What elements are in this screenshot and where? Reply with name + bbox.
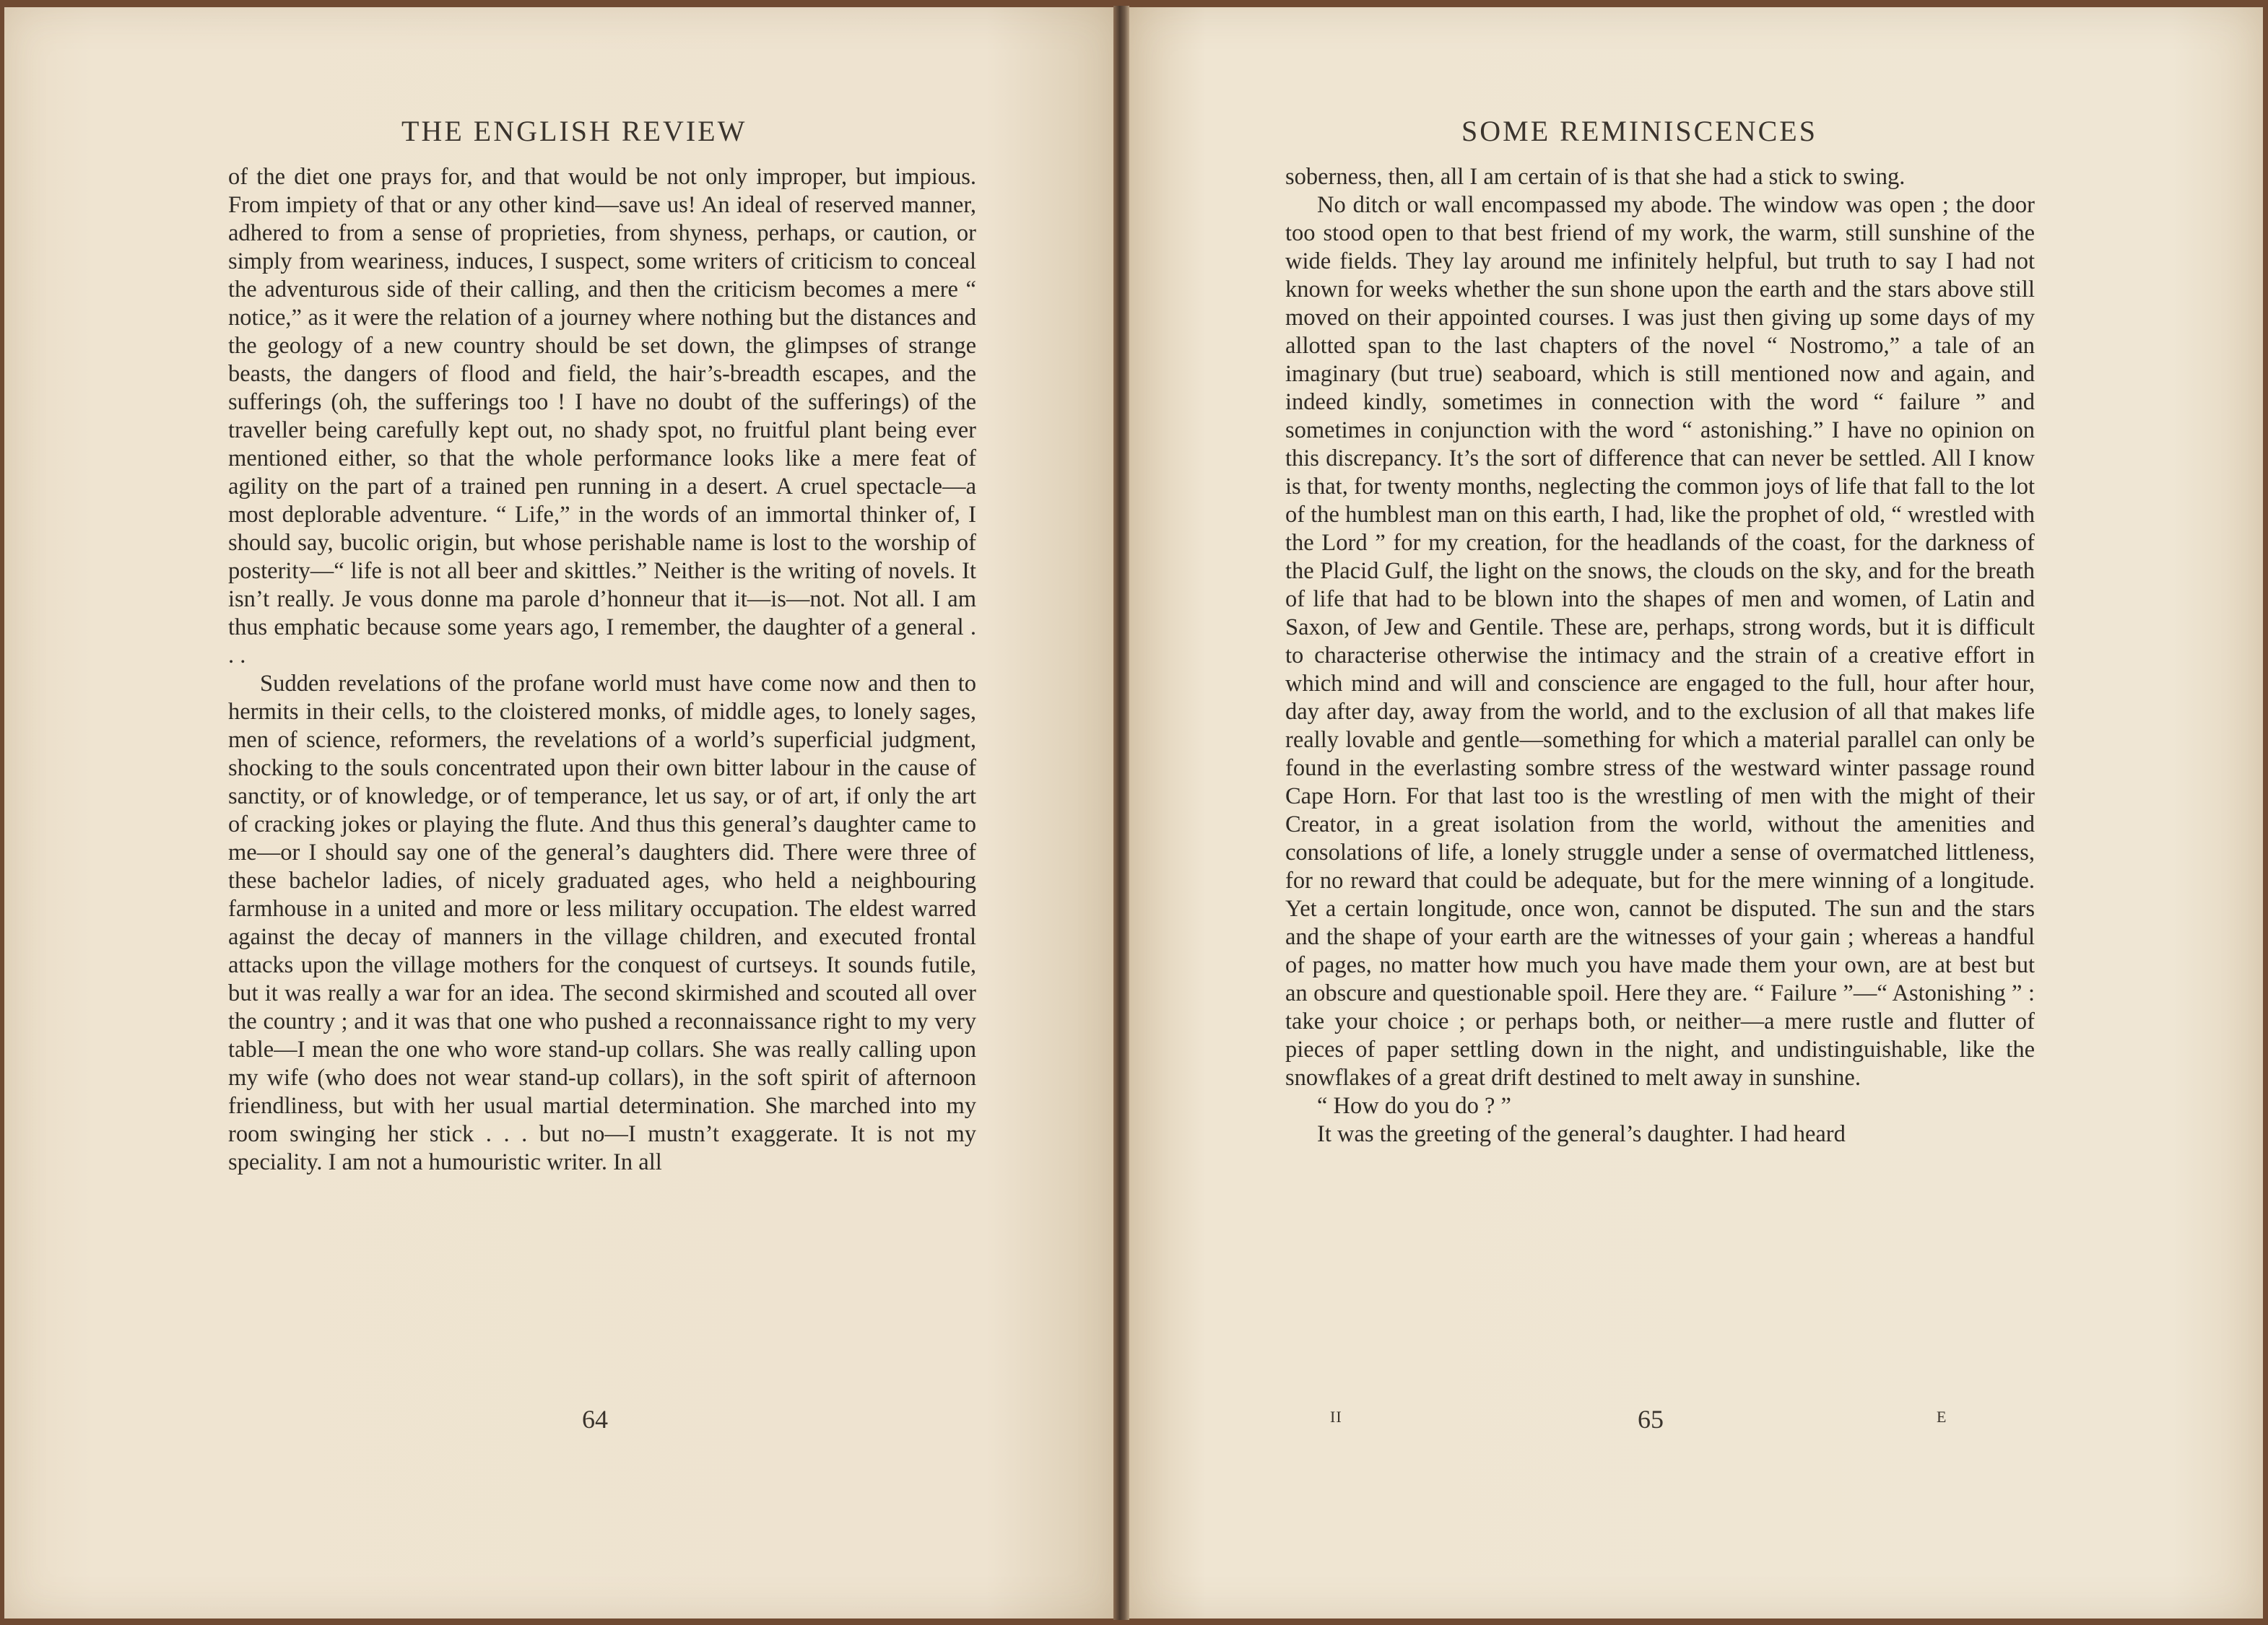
right-page-number: 65 — [1638, 1405, 1664, 1434]
right-paragraph: No ditch or wall encompassed my abode. The window was open ; the door too stood open to that best friend of my work, the warm, still sunshine of the wide fields. They lay around me infinitely helpful, but truth to say I had not known for weeks whether the sun shone upon the earth and the stars above still moved on their appointed courses. I was just then giving up some days of my allotted span to the last chapters of the novel “ Nostromo,” a tale of an imaginary (but true) seaboard, which is still mentioned now and again, and indeed kindly, sometimes in connection with the word “ failure ” and sometimes in conjunction with the word “ astonishing.” I have no opinion on this discrepancy. It’s the sort of difference that can never be settled. All I know is that, for twenty months, neglecting the common joys of life that fall to the lot of the humblest man on this earth, I had, like the prophet of old, “ wrestled with the Lord ” for my creation, for the headlands of the coast, for the darkness of the Placid Gulf, the light on the snows, the clouds on the sky, and for the breath of life that had to be blown into the shapes of men and women, of Latin and Saxon, of Jew and Gentile. These are, perhaps, strong words, but it is difficult to characterise otherwise the intimacy and the strain of a creative effort in which mind and will and conscience are engaged to the full, hour after hour, day after day, away from the world, and to the exclusion of all that makes life really lovable and gentle—something for which a material parallel can only be found in the everlasting sombre stress of the westward winter passage round Cape Horn. For that last too is the wrestling of men with the might of their Creator, in a great isolation from the world, without the amenities and consolations of life, a lonely struggle under a sense of overmatched littleness, for no reward that could be adequate, but for the mere winning of a longitude. Yet a certain longitude, once won, cannot be disputed. The sun and the stars and the shape of your earth are the witnesses of your gain ; whereas a handful of pages, no matter how much you have made them your own, are at best but an obscure and questionable spoil. Here they are. “ Failure ”—“ Astonishing ” : take your choice ; or perhaps both, or neither—a mere rustle and flutter of pieces of paper settling down in the night, and undistinguishable, like the snowflakes of a great drift destined to melt away in sunshine. — [1285, 192, 2035, 1091]
left-running-head: THE ENGLISH REVIEW — [401, 115, 747, 147]
right-body-text — [1285, 163, 2035, 1149]
signature-mark-left: II — [1330, 1408, 1342, 1426]
left-page-number: 64 — [582, 1405, 608, 1434]
right-paragraph: “ How do you do ? ” — [1317, 1093, 1511, 1119]
left-paragraph: Sudden revelations of the profane world must have come now and then to hermits in their cells, to the cloistered monks, of middle ages, to lonely sages, men of science, reformers, the revelations of a world’s superficial judgment, shocking to the souls concentrated upon their own bitter labour in the cause of sanctity, or of knowledge, or of temperance, let us say, or of art, if only the art of cracking jokes or playing the flute. And thus this general’s daughter came to me—or I should say one of the general’s daughters did. There were three of these bachelor ladies, of nicely graduated ages, who held a neighbouring farmhouse in a united and more or less military occupation. The eldest warred against the decay of manners in the village children, and executed frontal attacks upon the village mothers for the conquest of curtseys. It sounds futile, but it was really a war for an idea. The second skirmished and scouted all over the country ; and it was that one who pushed a reconnaissance right to my very table—I mean the one who wore stand-up collars. She was really calling upon my wife (who does not wear stand-up collars), in the soft spirit of afternoon friendliness, but with her usual martial determination. She marched into my room swinging her stick . . . but no—I mustn’t exaggerate. It is not my speciality. I am not a humouristic writer. In all — [228, 671, 976, 1175]
right-paragraph: soberness, then, all I am certain of is that she had a stick to swing. — [1285, 164, 1906, 190]
left-paragraph: of the diet one prays for, and that would be not only improper, but impious. From impiety of that or any other kind—save us! An ideal of reserved manner, adhered to from a sense of proprieties, from shyness, perhaps, or caution, or simply from weariness, induces, I suspect, some writers of criticism to conceal the adventurous side of their calling, and then the criticism becomes a mere “ notice,” as it were the relation of a journey where nothing but the distances and the geology of a new country should be set down, the glimpses of strange beasts, the dangers of flood and field, the hair’s-breadth escapes, and the sufferings (oh, the sufferings too ! I have no doubt of the sufferings) of the traveller being carefully kept out, no shady spot, no fruitful plant being ever mentioned either, so that the whole performance looks like a mere feat of agility on the part of a trained pen running in a desert. A cruel spectacle—a most deplorable adventure. “ Life,” in the words of an immortal thinker of, I should say, bucolic origin, but whose perishable name is lost to the worship of posterity—“ life is not all beer and skittles.” Neither is the writing of novels. It isn’t really. Je vous donne ma parole d’honneur that it—is—not. Not all. I am thus emphatic because some years ago, I remember, the daughter of a general . . . — [228, 164, 976, 668]
right-running-head: SOME REMINISCENCES — [1461, 115, 1817, 147]
signature-mark-right: E — [1937, 1408, 1947, 1426]
right-paragraph: It was the greeting of the general’s daughter. I had heard — [1317, 1121, 1846, 1147]
book-gutter — [1113, 6, 1129, 1620]
left-body-text — [228, 163, 976, 1177]
